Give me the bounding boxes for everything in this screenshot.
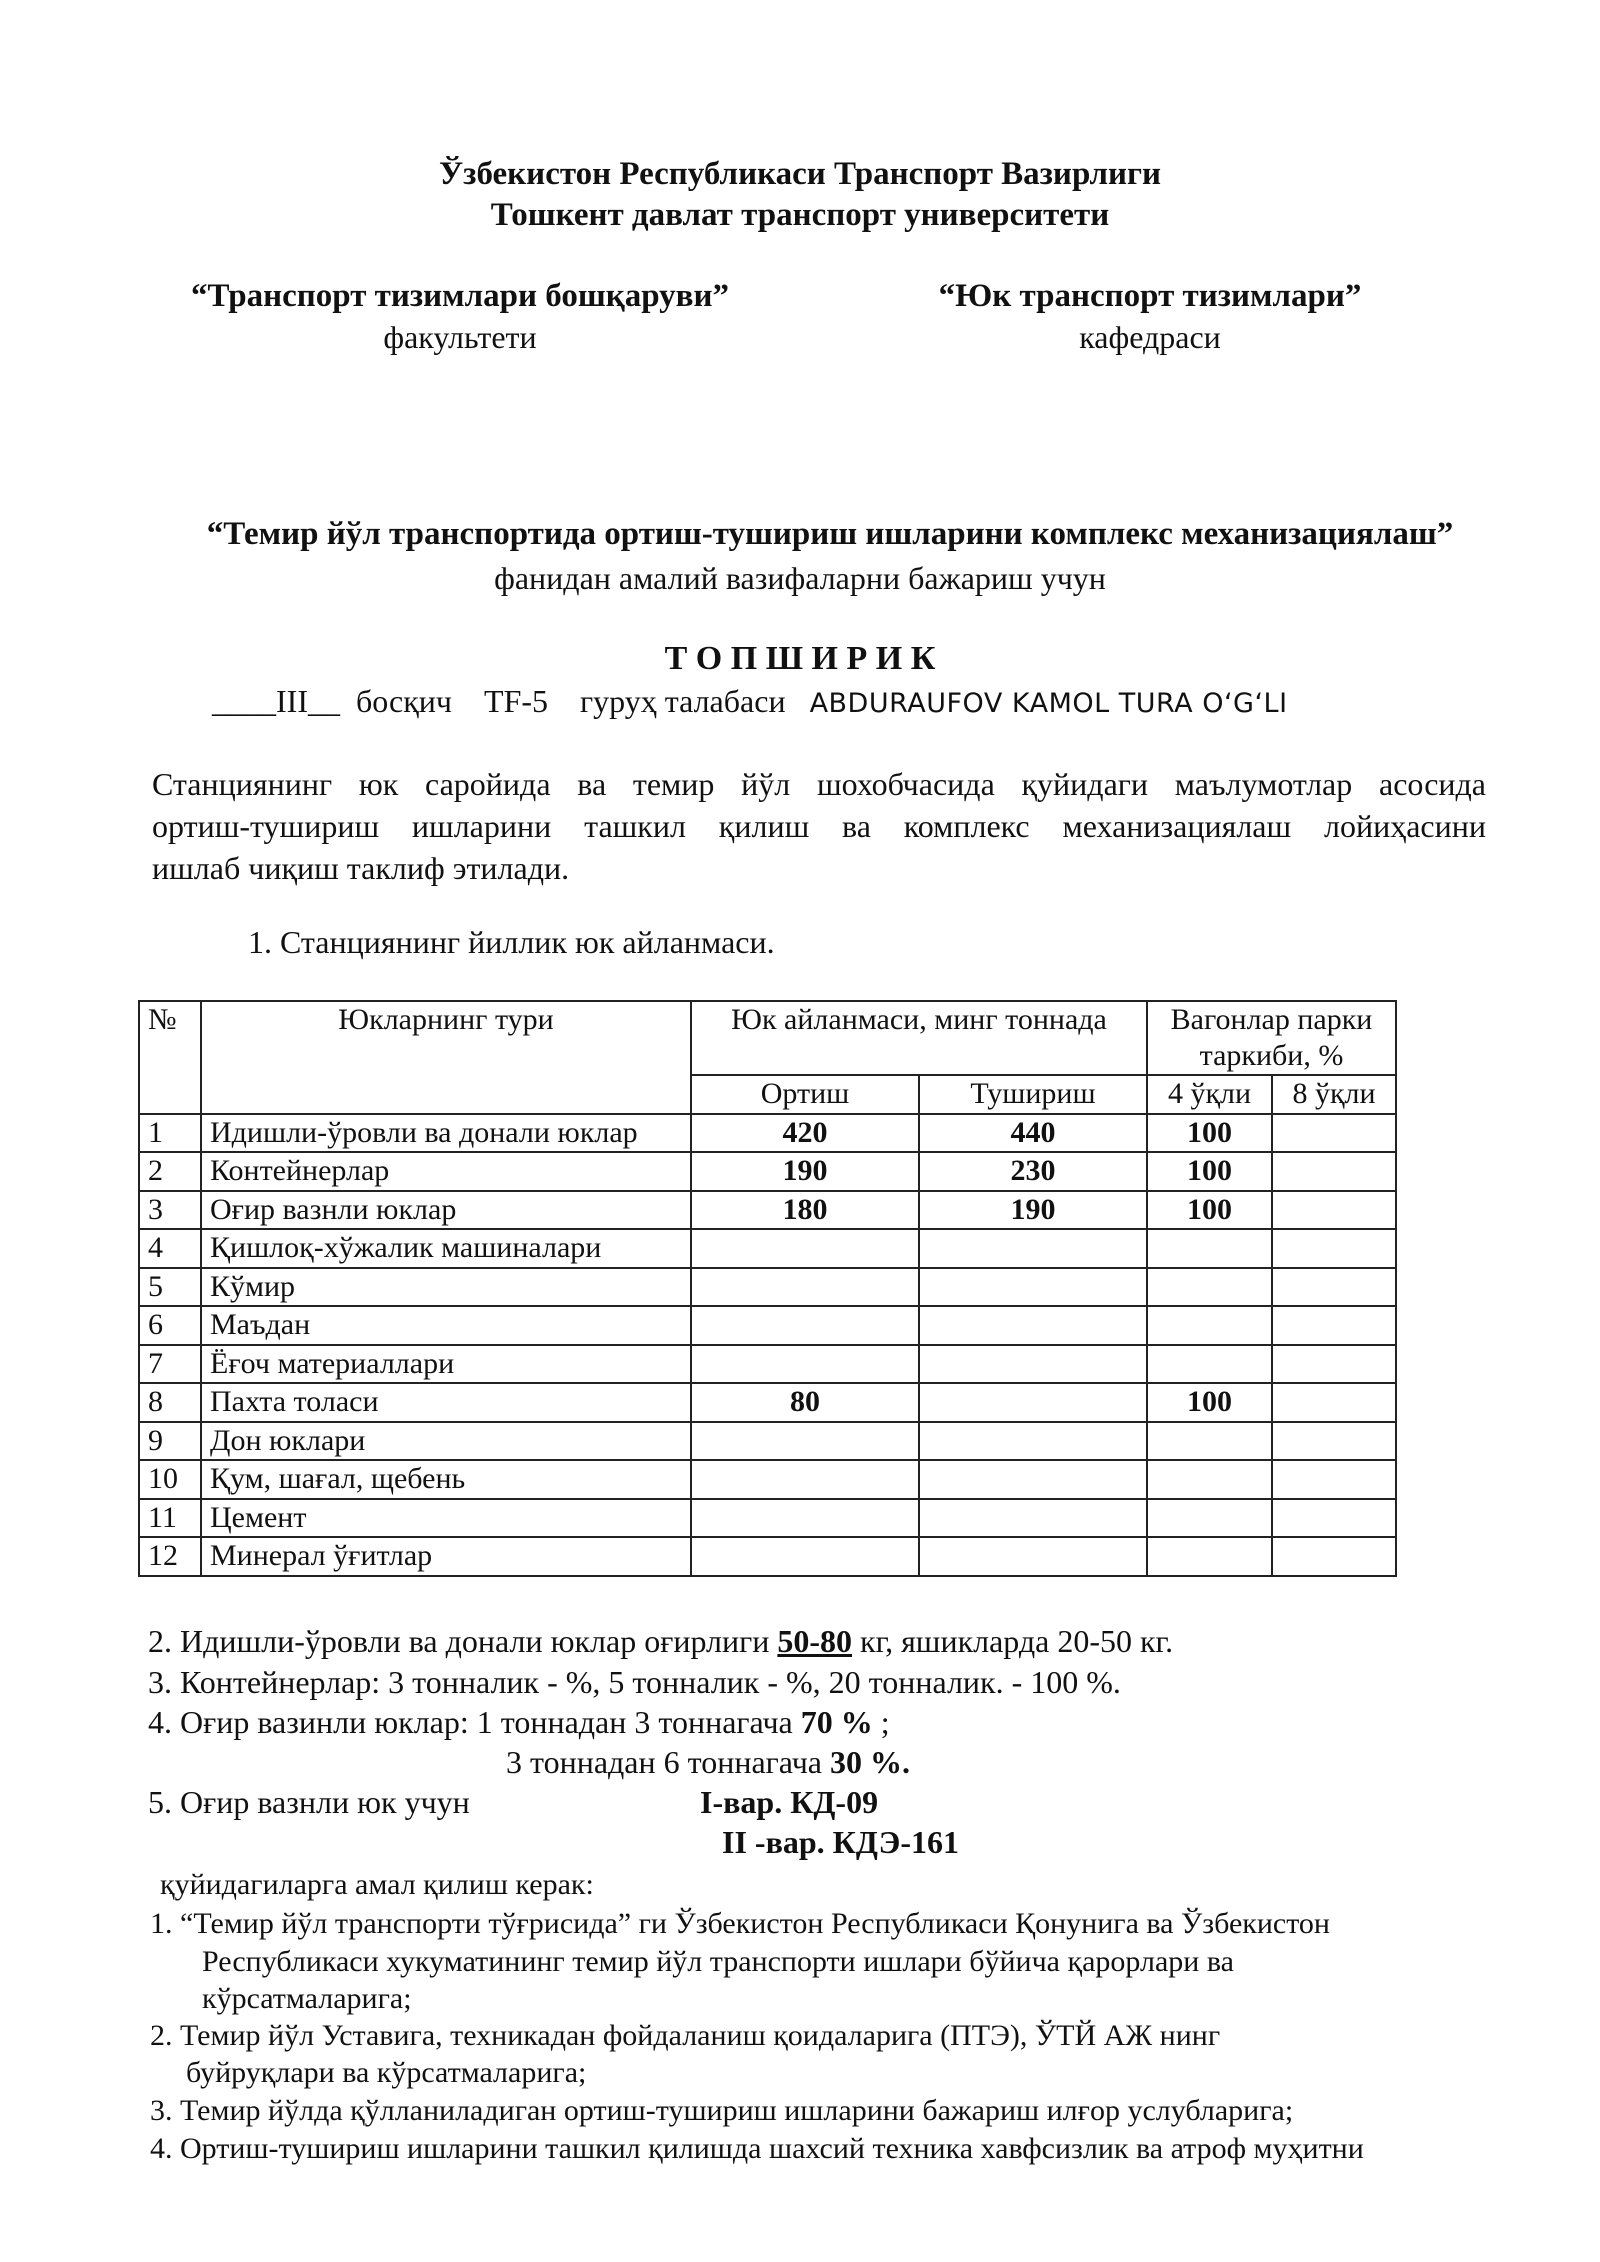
group-label: гуруҳ талабаси: [580, 683, 786, 719]
table-row: [139, 1152, 1396, 1191]
point-2-tail: кг, яшикларда 20-50 кг.: [852, 1623, 1174, 1659]
point-4-second: [506, 1744, 910, 1781]
eight-axle-value: [1272, 1537, 1396, 1576]
cargo-type: Оғир вазнли юклар: [201, 1191, 691, 1230]
faculty-name: “Транспорт тизимлари бошқаруви”: [191, 278, 729, 314]
table-row: [139, 1460, 1396, 1499]
eight-axle-value: [1272, 1345, 1396, 1384]
assignment-line: [212, 683, 1288, 720]
col-header-wagons: Вагонлар парки таркиби, %: [1147, 1001, 1396, 1075]
cargo-type: Қишлоқ-хўжалик машиналари: [201, 1229, 691, 1268]
stage-prefix: ____: [212, 683, 276, 719]
section1-title: 1. Станциянинг йиллик юк айланмаси.: [248, 924, 775, 960]
table-body: [139, 1114, 1396, 1576]
unload-value: [919, 1345, 1147, 1384]
ministry-title: Ўзбекистон Республикаси Транспорт Вазирлиги: [438, 156, 1162, 192]
row-number: 5: [139, 1268, 201, 1307]
unload-value: [919, 1229, 1147, 1268]
table-row: [139, 1191, 1396, 1230]
load-value: [691, 1460, 919, 1499]
four-axle-value: [1147, 1306, 1272, 1345]
four-axle-value: [1147, 1229, 1272, 1268]
unload-value: [919, 1383, 1147, 1422]
point-2-weight: 50-80: [777, 1623, 853, 1659]
cargo-type: Минерал ўғитлар: [201, 1537, 691, 1576]
point-4b-percent: 30 %: [829, 1744, 902, 1780]
student-name: ABDURAUFOV KAMOL TURA O‘G‘LI: [809, 688, 1288, 719]
four-axle-value: [1147, 1499, 1272, 1538]
four-axle-value: 100: [1147, 1191, 1272, 1230]
point-4-tail: ;: [872, 1704, 890, 1740]
col-header-turnover: Юк айланмаси, минг тоннада: [691, 1001, 1147, 1075]
point-4-text: 4. Оғир вазинли юклар: 1 тоннадан 3 тоннагача: [148, 1704, 801, 1740]
cargo-type: Дон юклари: [201, 1422, 691, 1461]
cargo-type: Контейнерлар: [201, 1152, 691, 1191]
col-header-type: Юкларнинг тури: [201, 1001, 691, 1114]
eight-axle-value: [1272, 1422, 1396, 1461]
subject-title: “Темир йўл транспортида ортиш-тушириш ишларини комплекс механизациялаш”: [206, 516, 1454, 552]
unload-value: 440: [919, 1114, 1147, 1153]
sub-header-load: Ортиш: [691, 1075, 919, 1114]
department-block: [880, 278, 1420, 356]
four-axle-value: [1147, 1460, 1272, 1499]
sub-header-unload: Тушириш: [919, 1075, 1147, 1114]
unload-value: [919, 1537, 1147, 1576]
row-number: 1: [139, 1114, 201, 1153]
requirement-2-line-1: 2. Темир йўл Уставига, техникадан фойдаланиш қоидаларига (ПТЭ), ЎТЙ АЖ нинг: [150, 2019, 1221, 2052]
four-axle-value: [1147, 1268, 1272, 1307]
point-4-percent: 70 %: [800, 1704, 873, 1740]
row-number: 12: [139, 1537, 201, 1576]
stage-label: босқич: [355, 683, 453, 719]
requirement-1-line-1: 1. “Темир йўл транспорти тўғрисида” ги Ўзбекистон Республикаси Қонунига ва Ўзбекистон: [150, 1907, 1330, 1940]
requirement-2-line-2: буйруқлари ва кўрсатмаларига;: [186, 2056, 587, 2089]
faculty-label: факультети: [383, 319, 537, 355]
load-value: 190: [691, 1152, 919, 1191]
point-5-variant-1: I-вар. КД-09: [700, 1784, 879, 1820]
row-number: 11: [139, 1499, 201, 1538]
point-2-text: 2. Идишли-ўровли ва донали юклар оғирлиги: [148, 1623, 778, 1659]
cargo-type: Пахта толаси: [201, 1383, 691, 1422]
table-row: [139, 1537, 1396, 1576]
stage-value: III__: [276, 683, 340, 719]
cargo-type: Идишли-ўровли ва донали юклар: [201, 1114, 691, 1153]
eight-axle-value: [1272, 1268, 1396, 1307]
unload-value: [919, 1460, 1147, 1499]
department-name: “Юк транспорт тизимлари”: [938, 278, 1362, 314]
point-4: [148, 1704, 890, 1741]
eight-axle-value: [1272, 1114, 1396, 1153]
requirement-4: 4. Ортиш-тушириш ишларини ташкил қилишда шахсий техника хавфсизлик ва атроф муҳитни: [150, 2132, 1364, 2165]
sub-header-4axle: 4 ўқли: [1147, 1075, 1272, 1114]
assignment-heading: Т О П Ш И Р И К: [664, 640, 936, 677]
unload-value: [919, 1306, 1147, 1345]
unload-value: 190: [919, 1191, 1147, 1230]
intro-paragraph: [152, 763, 1486, 889]
row-number: 10: [139, 1460, 201, 1499]
eight-axle-value: [1272, 1191, 1396, 1230]
point-2: [148, 1623, 1173, 1660]
unload-value: [919, 1499, 1147, 1538]
requirement-1-line-3: кўрсатмаларига;: [202, 1982, 412, 2015]
point-4b-text: 3 тоннадан 6 тоннагача: [506, 1744, 830, 1780]
intro-line-3: ишлаб чиқиш таклиф этилади.: [152, 850, 570, 886]
eight-axle-value: [1272, 1383, 1396, 1422]
col-header-no: №: [139, 1001, 201, 1114]
load-value: [691, 1229, 919, 1268]
table-row: [139, 1422, 1396, 1461]
table-row: [139, 1268, 1396, 1307]
unload-value: [919, 1268, 1147, 1307]
point-4b-tail: .: [901, 1744, 910, 1780]
row-number: 7: [139, 1345, 201, 1384]
four-axle-value: 100: [1147, 1114, 1272, 1153]
row-number: 4: [139, 1229, 201, 1268]
unload-value: [919, 1422, 1147, 1461]
table-row: [139, 1114, 1396, 1153]
requirement-3: 3. Темир йўлда қўлланиладиган ортиш-тушириш ишларини бажариш илғор услубларига;: [150, 2094, 1294, 2127]
row-number: 9: [139, 1422, 201, 1461]
row-number: 6: [139, 1306, 201, 1345]
subject-subtitle: фанидан амалий вазифаларни бажариш учун: [494, 560, 1106, 596]
eight-axle-value: [1272, 1306, 1396, 1345]
cargo-type: Кўмир: [201, 1268, 691, 1307]
faculty-block: [150, 278, 770, 356]
load-value: [691, 1268, 919, 1307]
point-5: 5. Оғир вазнли юк учун: [148, 1784, 470, 1820]
requirement-1-line-2: Республикаси хукуматининг темир йўл транспорти ишлари бўйича қарорлари ва: [202, 1945, 1234, 1978]
point-5-variant-2: II -вар. КДЭ-161: [722, 1824, 960, 1860]
table-row: [139, 1383, 1396, 1422]
four-axle-value: 100: [1147, 1383, 1272, 1422]
row-number: 2: [139, 1152, 201, 1191]
four-axle-value: 100: [1147, 1152, 1272, 1191]
table-row: [139, 1306, 1396, 1345]
load-value: [691, 1306, 919, 1345]
four-axle-value: [1147, 1345, 1272, 1384]
row-number: 8: [139, 1383, 201, 1422]
intro-line-1: Станциянинг юк саройида ва темир йўл шохобчасида қуйидаги маълумотлар асосида: [152, 766, 1486, 802]
table-row: [139, 1229, 1396, 1268]
load-value: [691, 1422, 919, 1461]
row-number: 3: [139, 1191, 201, 1230]
cargo-type: Маъдан: [201, 1306, 691, 1345]
unload-value: 230: [919, 1152, 1147, 1191]
cargo-type: Ёғоч материаллари: [201, 1345, 691, 1384]
cargo-type: Қум, шағал, щебень: [201, 1460, 691, 1499]
table-row: [139, 1345, 1396, 1384]
eight-axle-value: [1272, 1460, 1396, 1499]
turnover-table: [138, 1000, 1397, 1577]
load-value: 420: [691, 1114, 919, 1153]
load-value: [691, 1537, 919, 1576]
load-value: 180: [691, 1191, 919, 1230]
four-axle-value: [1147, 1422, 1272, 1461]
department-label: кафедраси: [1079, 319, 1221, 355]
eight-axle-value: [1272, 1499, 1396, 1538]
point-3: 3. Контейнерлар: 3 тонналик - %, 5 тонналик - %, 20 тонналик. - 100 %.: [148, 1664, 1121, 1700]
load-value: [691, 1345, 919, 1384]
four-axle-value: [1147, 1537, 1272, 1576]
intro-line-2: ортиш-тушириш ишларини ташкил қилиш ва комплекс механизациялаш лойиҳасини: [152, 808, 1486, 844]
cargo-type: Цемент: [201, 1499, 691, 1538]
university-title: Тошкент давлат транспорт университети: [490, 197, 1110, 233]
table-row: [139, 1499, 1396, 1538]
eight-axle-value: [1272, 1229, 1396, 1268]
group-value: TF-5: [484, 683, 549, 719]
load-value: [691, 1499, 919, 1538]
sub-header-8axle: 8 ўқли: [1272, 1075, 1396, 1114]
eight-axle-value: [1272, 1152, 1396, 1191]
load-value: 80: [691, 1383, 919, 1422]
requirements-intro: қуйидагиларга амал қилиш керак:: [160, 1868, 594, 1901]
